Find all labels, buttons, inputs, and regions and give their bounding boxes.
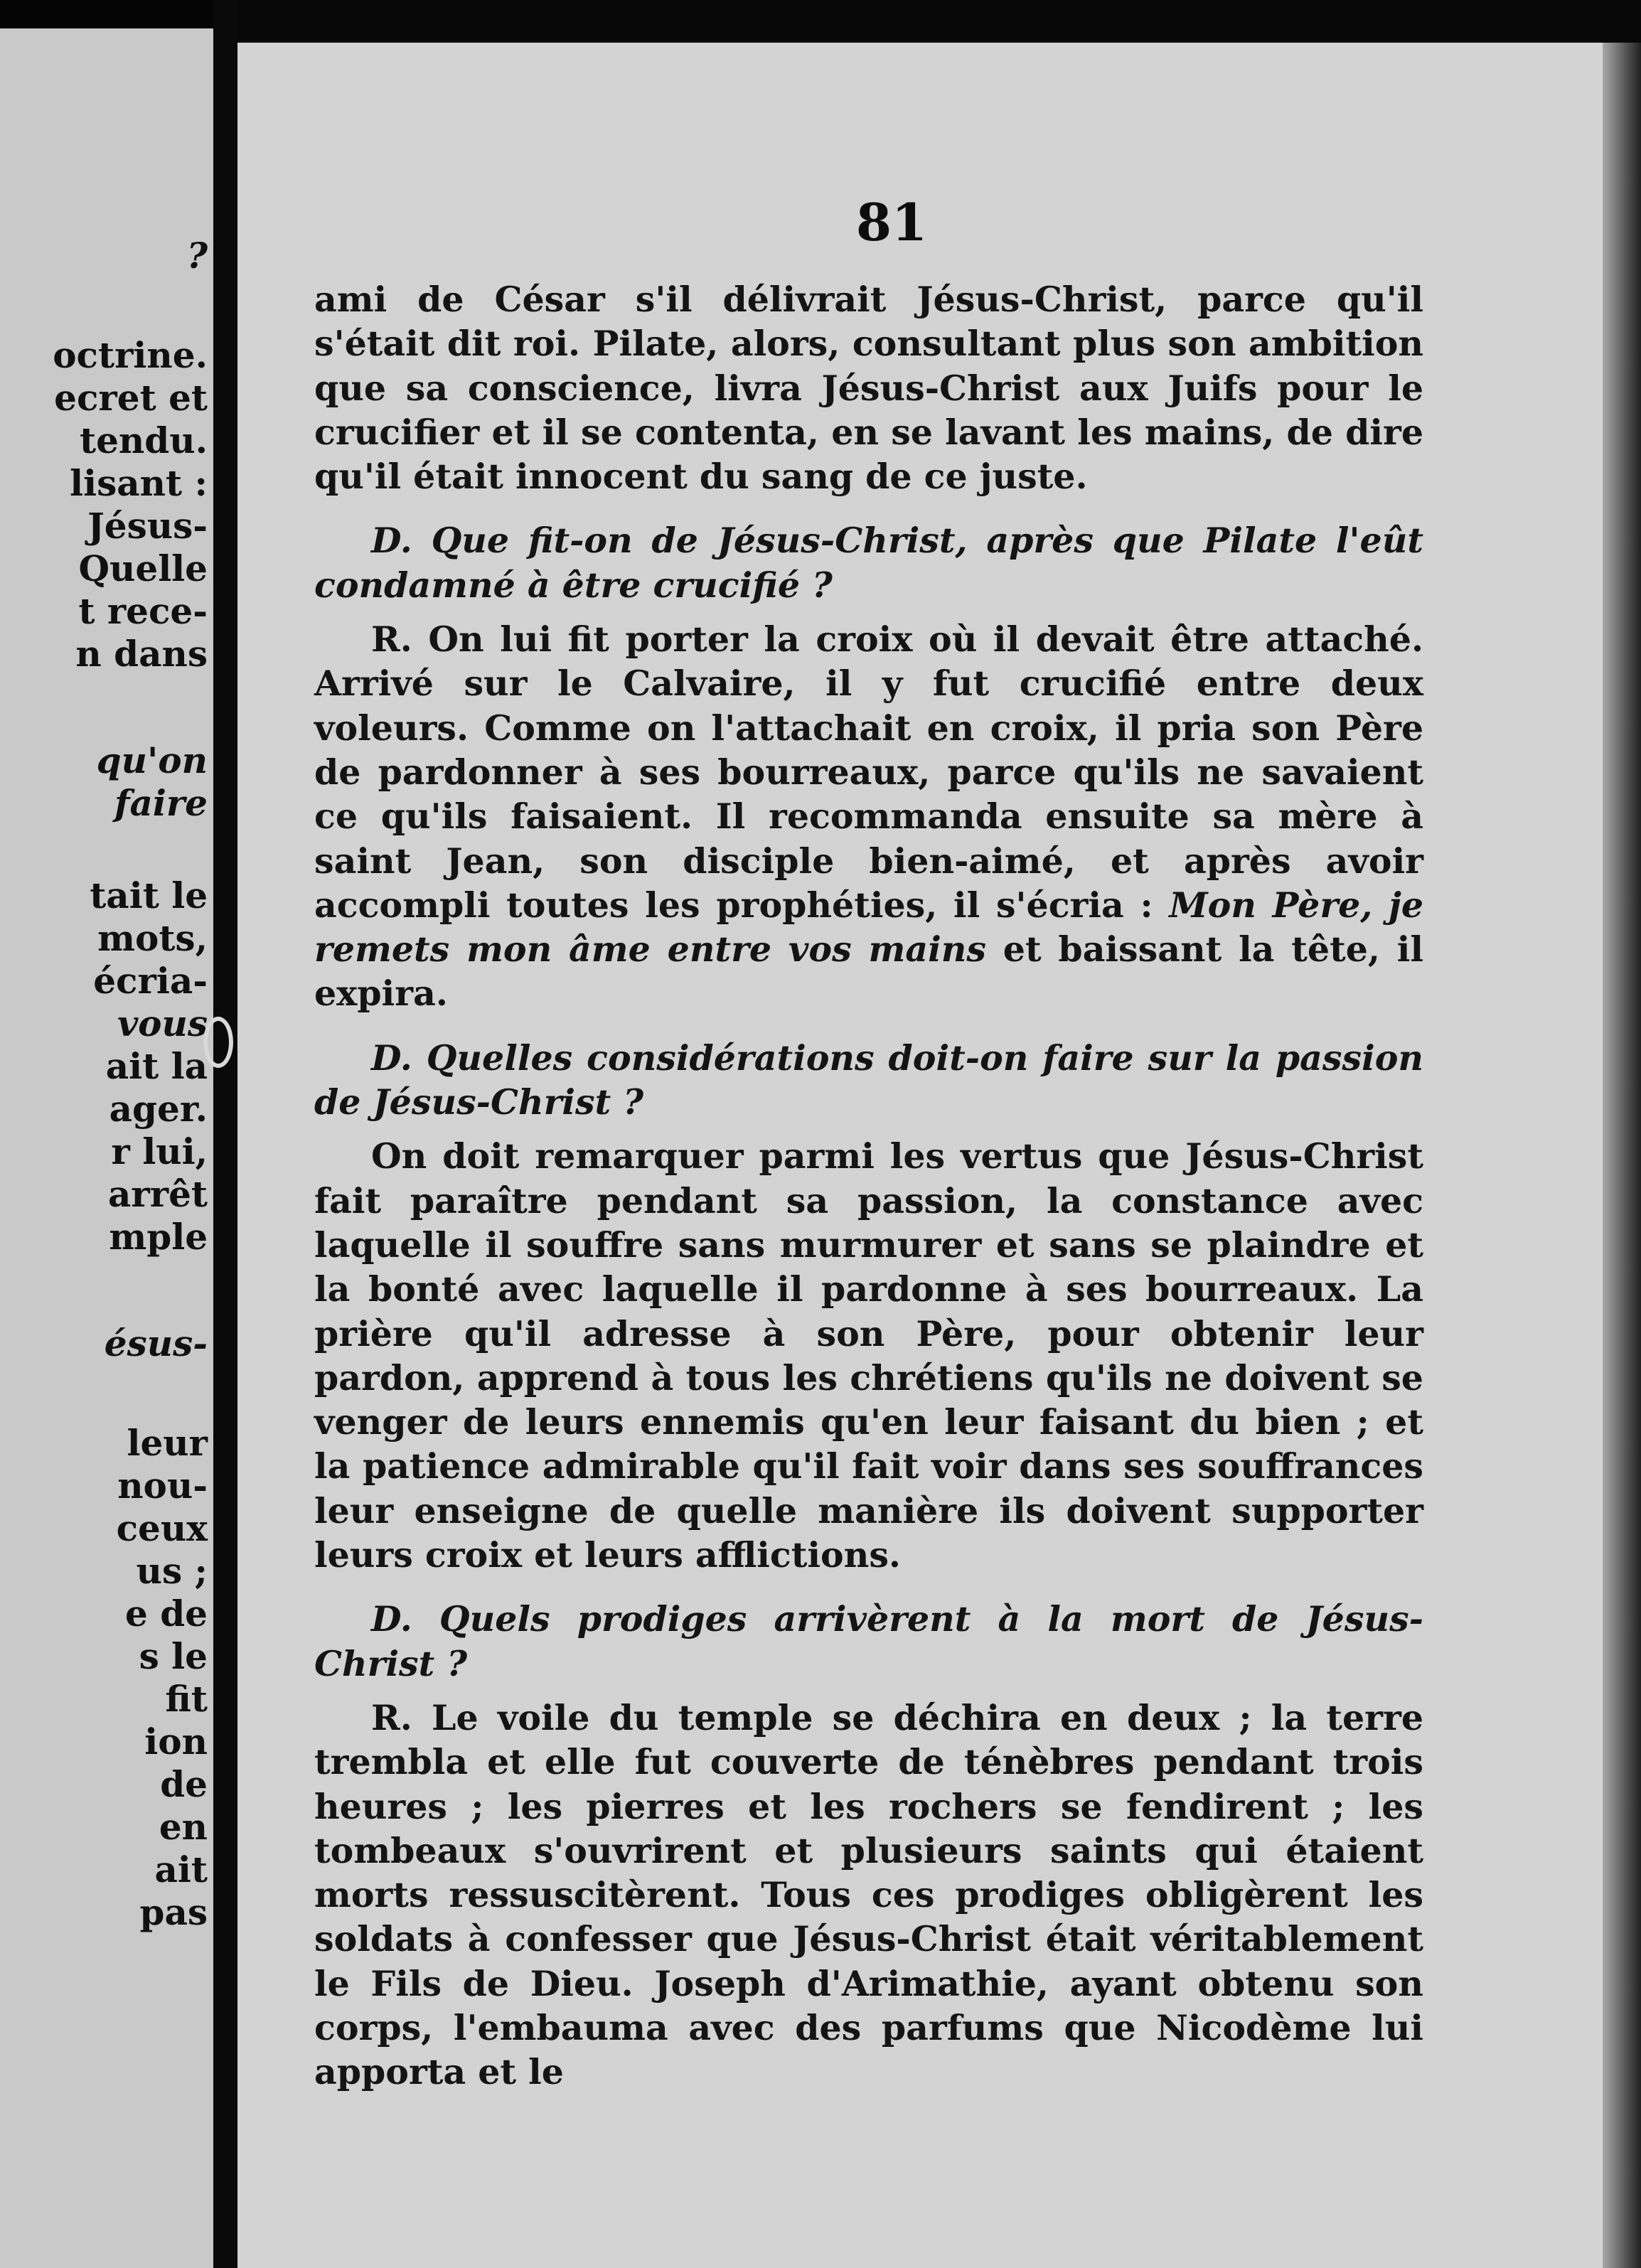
answer-1-end: et baissant la tête, il expira. bbox=[314, 929, 1424, 1015]
left-page-fragment: octrine. bbox=[53, 334, 208, 376]
left-page-fragment: n dans bbox=[75, 633, 208, 675]
right-page-edge bbox=[1603, 43, 1641, 2268]
answer-3: R. Le voile du temple se déchira en deux ; la terre trembla et elle fut couverte de ténèbres pendant trois heures ; les pierres et les rochers se fendirent ; les tombeaux s'ouvrirent et plusieurs saints qui étaient morts ressuscitèrent. Tous ces prodiges obligèrent les soldats à confesser que Jésus-Christ était véritablement le Fils de Dieu. Joseph d'Arimathie, ayant obtenu son corps, l'embauma avec des parfums que Nicodème lui apporta et le bbox=[314, 1696, 1423, 2093]
left-page-fragment: mots, bbox=[97, 917, 208, 959]
answer-1-quote: Mon Père, je remets mon âme entre vos mains bbox=[314, 884, 1424, 970]
left-page-fragment: us ; bbox=[136, 1550, 208, 1592]
left-page-fragment: écria- bbox=[93, 960, 208, 1002]
left-page-fragment: arrêt bbox=[108, 1173, 208, 1215]
left-page-fragment: s le bbox=[139, 1635, 208, 1677]
left-page-fragment: pas bbox=[139, 1891, 208, 1933]
left-page-fragment: faire bbox=[114, 782, 208, 824]
page-text bbox=[314, 277, 1423, 2095]
left-page-fragment: Jésus- bbox=[87, 505, 208, 547]
left-page-fragment: ceux bbox=[116, 1507, 208, 1549]
left-page-fragment: de bbox=[160, 1763, 208, 1805]
left-page-fragment: ion bbox=[144, 1721, 208, 1762]
top-dark-strip bbox=[213, 0, 1641, 43]
left-page-fragment: ait bbox=[154, 1849, 208, 1890]
left-page-fragment: vous bbox=[117, 1002, 208, 1044]
paragraph-continuation: ami de César s'il délivrait Jésus-Christ, parce qu'il s'était dit roi. Pilate, alors, consultant plus son ambition que sa conscience, livra Jésus-Christ aux Juifs pour le crucifier et il se contenta, en se lavant les mains, de dire qu'il était innocent du sang de ce juste. bbox=[314, 279, 1423, 498]
question-3: D. Quels prodiges arrivèrent à la mort de Jésus-Christ ? bbox=[314, 1598, 1423, 1684]
left-page-fragment: qu'on bbox=[96, 739, 208, 781]
left-page-fragment: t rece- bbox=[78, 590, 208, 632]
left-page-fragment: tendu. bbox=[80, 419, 208, 461]
question-1: D. Que fit-on de Jésus-Christ, après que Pilate l'eût condamné à être crucifié ? bbox=[314, 520, 1423, 606]
left-page-fragment: ésus- bbox=[104, 1322, 208, 1364]
left-page bbox=[0, 28, 213, 2268]
left-page-fragment: e de bbox=[125, 1593, 208, 1635]
left-page-fragment: tait le bbox=[90, 874, 208, 916]
left-page-fragment: fit bbox=[165, 1678, 208, 1720]
left-page-line-fragments bbox=[0, 28, 213, 2268]
page-number: 81 bbox=[855, 192, 928, 252]
left-page-fragment: r lui, bbox=[111, 1130, 208, 1172]
answer-1-text: R. On lui fit porter la croix où il devait être attaché. Arrivé sur le Calvaire, il y fut crucifié entre deux voleurs. Comme on l'attachait en croix, il pria son Père de pardonner à ses bourreaux, parce qu'ils ne savaient ce qu'ils faisaient. Il recommanda ensuite sa mère à saint Jean, son disciple bien-aimé, et après avoir accompli toutes les prophéties, il s'écria : bbox=[314, 619, 1423, 926]
binding-gutter bbox=[213, 0, 237, 2268]
left-page-fragment: en bbox=[159, 1806, 208, 1848]
left-page-fragment: nou- bbox=[117, 1465, 208, 1507]
left-page-fragment: ? bbox=[186, 235, 208, 277]
left-page-fragment: ecret et bbox=[54, 377, 208, 419]
right-page bbox=[237, 43, 1603, 2268]
answer-1 bbox=[314, 617, 1423, 1016]
answer-2: On doit remarquer parmi les vertus que Jésus-Christ fait paraître pendant sa passion, la constance avec laquelle il souffre sans murmurer et sans se plaindre et la bonté avec laquelle il pardonne à ses bourreaux. La prière qu'il adresse à son Père, pour obtenir leur pardon, apprend à tous les chrétiens qu'ils ne doivent se venger de leurs ennemis qu'en leur faisant du bien ; et la patience admirable qu'il fait voir dans ses souffrances leur enseigne de quelle manière ils doivent supporter leurs croix et leurs afflictions. bbox=[314, 1135, 1423, 1576]
question-2: D. Quelles considérations doit-on faire sur la passion de Jésus-Christ ? bbox=[314, 1037, 1423, 1123]
left-page-fragment: ager. bbox=[109, 1088, 208, 1130]
left-page-fragment: Quelle bbox=[78, 547, 208, 589]
binding-thread bbox=[203, 1017, 233, 1068]
left-page-fragment: leur bbox=[127, 1422, 208, 1464]
left-page-fragment: lisant : bbox=[70, 462, 208, 504]
left-page-fragment: mple bbox=[109, 1216, 208, 1258]
left-page-fragment: ait la bbox=[105, 1045, 208, 1087]
